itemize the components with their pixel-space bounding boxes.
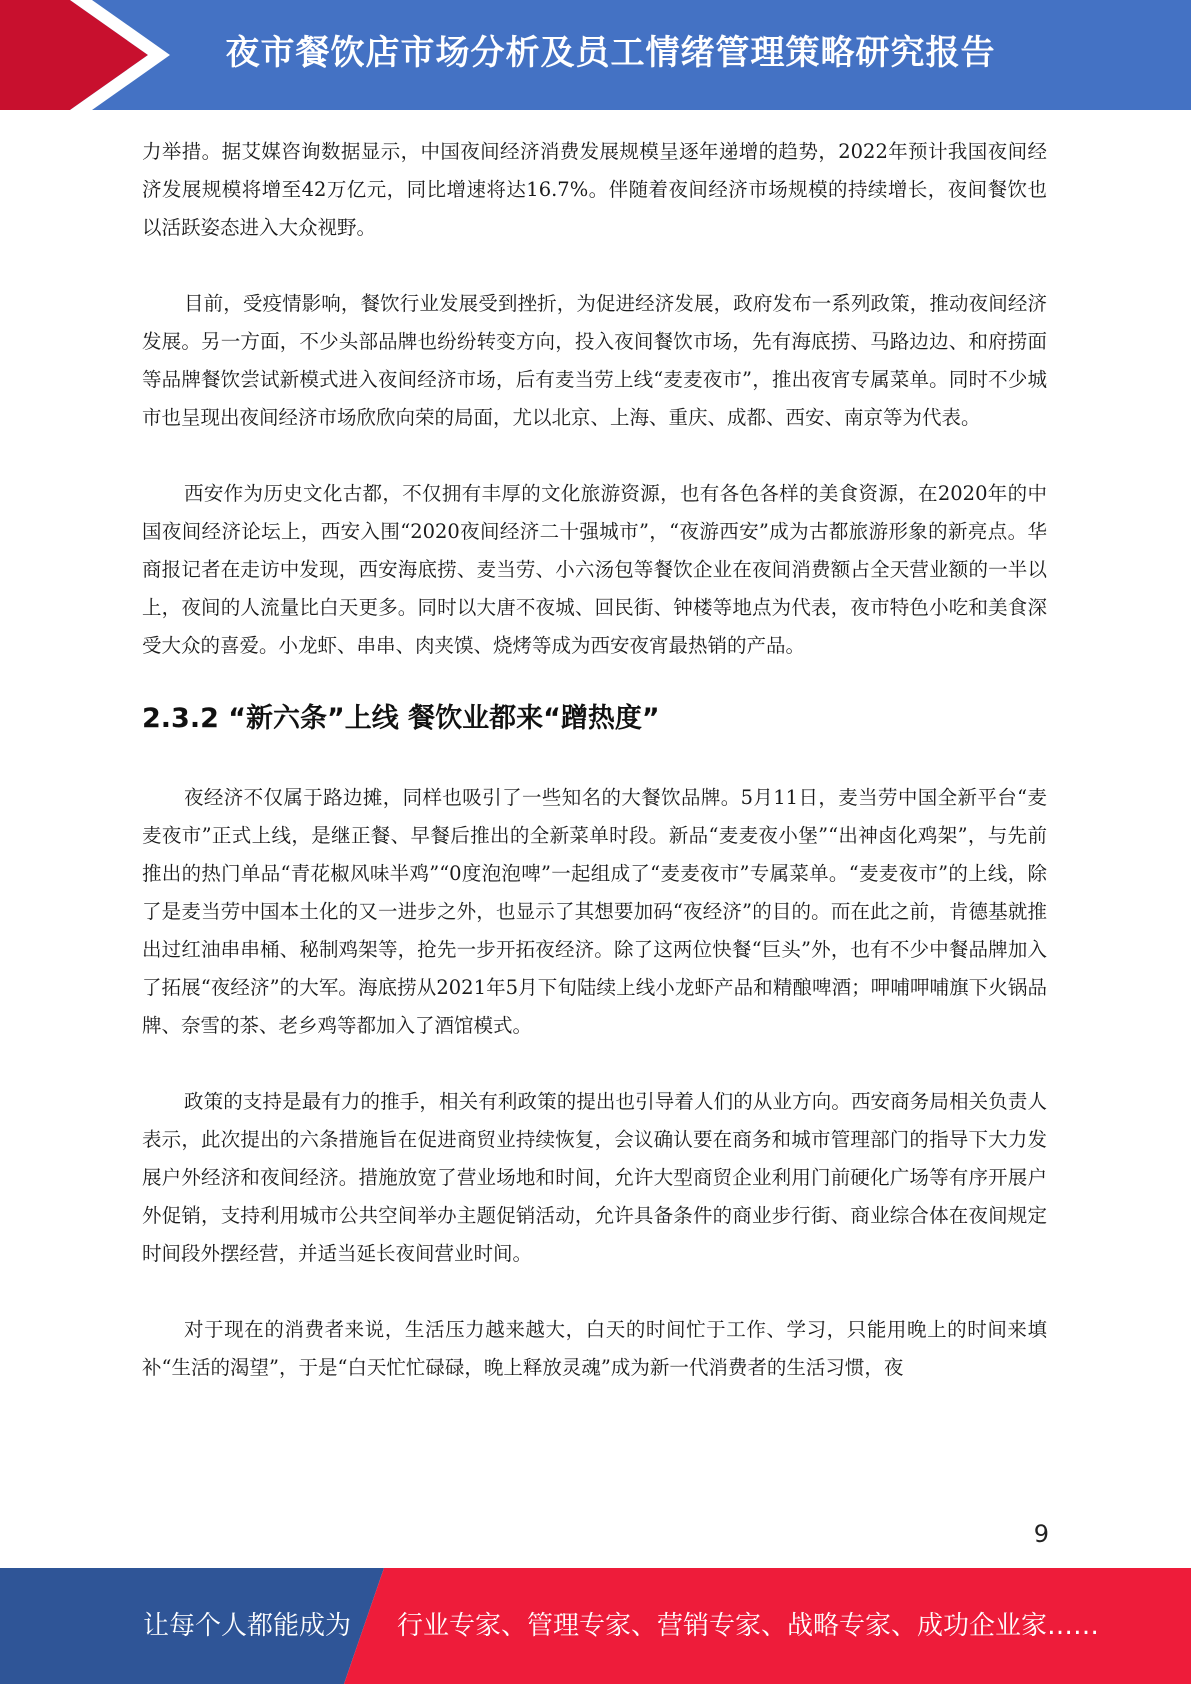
report-title: 夜市餐饮店市场分析及员工情绪管理策略研究报告 bbox=[225, 33, 996, 73]
footer-slogan-right: 行业专家、管理专家、营销专家、战略专家、成功企业家…… bbox=[397, 1611, 1100, 1641]
page-header bbox=[0, 0, 1191, 110]
main-content bbox=[142, 133, 1047, 1387]
section-heading: 2.3.2 “新六条”上线 餐饮业都来“蹭热度” bbox=[142, 703, 660, 734]
page-footer bbox=[0, 1568, 1191, 1684]
paragraph-2: 目前，受疫情影响，餐饮行业发展受到挫折，为促进经济发展，政府发布一系列政策，推动夜间经济发展。另一方面，不少头部品牌也纷纷转变方向，投入夜间餐饮市场，先有海底捞、马路边边、和府捞面等品牌餐饮尝试新模式进入夜间经济市场，后有麦当劳上线“麦麦夜市”，推出夜宵专属菜单。同时不少城市也呈现出夜间经济市场欣欣向荣的局面，尤以北京、上海、重庆、成都、西安、南京等为代表。 bbox=[142, 292, 1047, 429]
paragraph-6: 对于现在的消费者来说，生活压力越来越大，白天的时间忙于工作、学习，只能用晚上的时间来填补“生活的渴望”，于是“白天忙忙碌碌，晚上释放灵魂”成为新一代消费者的生活习惯，夜 bbox=[142, 1318, 1047, 1379]
paragraph-5: 政策的支持是最有力的推手，相关有利政策的提出也引导着人们的从业方向。西安商务局相关负责人表示，此次提出的六条措施旨在促进商贸业持续恢复，会议确认要在商务和城市管理部门的指导下大力发展户外经济和夜间经济。措施放宽了营业场地和时间，允许大型商贸企业利用门前硬化广场等有序开展户外促销，支持利用城市公共空间举办主题促销活动，允许具备条件的商业步行街、商业综合体在夜间规定时间段外摆经营，并适当延长夜间营业时间。 bbox=[142, 1090, 1047, 1265]
paragraph-4: 夜经济不仅属于路边摊，同样也吸引了一些知名的大餐饮品牌。5月11日，麦当劳中国全新平台“麦麦夜市”正式上线，是继正餐、早餐后推出的全新菜单时段。新品“麦麦夜小堡”“出神卤化鸡架”，与先前推出的热门单品“青花椒风味半鸡”“0度泡泡啤”一起组成了“麦麦夜市”专属菜单。“麦麦夜市”的上线，除了是麦当劳中国本土化的又一进步之外，也显示了其想要加码“夜经济”的目的。而在此之前，肯德基就推出过红油串串桶、秘制鸡架等，抢先一步开拓夜经济。除了这两位快餐“巨头”外，也有不少中餐品牌加入了拓展“夜经济”的大军。海底捞从2021年5月下旬陆续上线小龙虾产品和精酿啤酒；呷哺呷哺旗下火锅品牌、奈雪的茶、老乡鸡等都加入了酒馆模式。 bbox=[142, 786, 1047, 1037]
footer-slogan-left: 让每个人都能成为 bbox=[143, 1611, 352, 1641]
paragraph-3: 西安作为历史文化古都，不仅拥有丰厚的文化旅游资源，也有各色各样的美食资源，在2020年的中国夜间经济论坛上，西安入围“2020夜间经济二十强城市”，“夜游西安”成为古都旅游形象的新亮点。华商报记者在走访中发现，西安海底捞、麦当劳、小六汤包等餐饮企业在夜间消费额占全天营业额的一半以上，夜间的人流量比白天更多。同时以大唐不夜城、回民街、钟楼等地点为代表，夜市特色小吃和美食深受大众的喜爱。小龙虾、串串、肉夹馍、烧烤等成为西安夜宵最热销的产品。 bbox=[142, 482, 1047, 657]
page-number: 9 bbox=[1033, 1520, 1049, 1548]
paragraph-1: 力举措。据艾媒咨询数据显示，中国夜间经济消费发展规模呈逐年递增的趋势，2022年预计我国夜间经济发展规模将增至42万亿元，同比增速将达16.7%。伴随着夜间经济市场规模的持续增长，夜间餐饮也以活跃姿态进入大众视野。 bbox=[142, 140, 1047, 239]
